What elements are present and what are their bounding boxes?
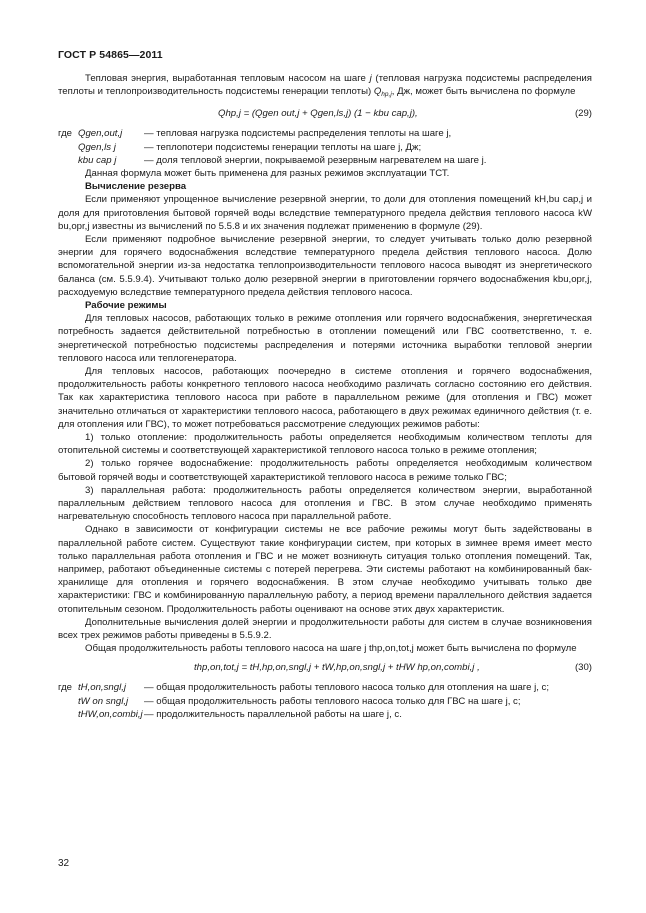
formula-29-expression: Qhp,j = (Qgen out,j + Qgen,ls,j) (1 − kbu cap,j), bbox=[218, 108, 418, 120]
intro-var-j: j bbox=[369, 73, 372, 84]
where-symbol: Qgen,out,j bbox=[78, 128, 123, 140]
formula-note: Данная формула может быть применена для разных режимов эксплуатации ТСТ. bbox=[85, 167, 450, 179]
heading-modes: Рабочие режимы bbox=[85, 300, 167, 311]
standard-header: ГОСТ Р 54865—2011 bbox=[58, 49, 163, 61]
intro-symbol: Q bbox=[373, 86, 382, 98]
backup-paragraph-2: Если применяют подробное вычисление резервной энергии, то следует учитывать только долю резервной энергии для горячего водоснабжения вследствие температурного предела действия теплового насоса. Долю вспомогательной энергии из-за недостатка теплопроизводительности теплового насоса выводят из энергетического баланса (см. 5.5.9.4). Учитывают только долю резервной энергии в приготовлении горячего водоснабжения kbu,opr,j, расходуемую вследствие температурного предела действия теплового насоса. bbox=[58, 233, 592, 298]
where-word: где bbox=[58, 128, 73, 140]
formula-30-expression: thp,on,tot,j = tH,hp,on,sngl,j + tW,hp,on,sngl,j + tHW hp,on,combi,j , bbox=[194, 662, 480, 674]
modes-paragraph-1: Для тепловых насосов, работающих только в режиме отопления или горячего водоснабжения, энергетическая потребность задается действительной потребностью в отоплении помещений или ГВС соответственно, т. е. энергетической потребностью подсистемы распределения и потерями источника выработки тепловой энергии теплового насоса или теплогенератора. bbox=[58, 313, 592, 364]
formula-29-number: (29) bbox=[574, 108, 592, 120]
where-row bbox=[58, 127, 592, 140]
where-symbol: tHW,on,combi,j bbox=[78, 708, 143, 720]
where-row bbox=[58, 154, 592, 167]
where-description: — доля тепловой энергии, покрываемой резервным нагревателем на шаге j. bbox=[144, 154, 487, 166]
where-description: — теплопотери подсистемы генерации теплоты на шаге j, Дж; bbox=[144, 141, 422, 153]
backup-paragraph-1: Если применяют упрощенное вычисление резервной энергии, то доли для отопления помещений kH,bu cap,j и доля для приготовления бытовой горячей воды вследствие температурного предела действия теплового насоса kW bu,opr,j известны из вычислений по 5.5.8 и их значения подлежат применению в формуле (29). bbox=[58, 194, 592, 232]
where-row bbox=[58, 695, 592, 708]
where-block-29 bbox=[58, 127, 592, 180]
modes-paragraph-2: Для тепловых насосов, работающих поочередно в системе отопления и горячего водоснабжения, продолжительность работы конкретного теплового насоса необходимо различать согласно состоянию его действия. Так как характеристика теплового насоса при работе в параллельном режиме (для отопления и ГВС) может значительно отличаться от характеристики теплового насоса, работающего в двух режимах единичного действия (т. е. для отопления или ГВС), то может потребоваться рассмотрение следующих режимов работы: bbox=[58, 366, 592, 430]
formula-30 bbox=[58, 655, 592, 681]
where-description: — тепловая нагрузка подсистемы распределения теплоты на шаге j, bbox=[144, 128, 452, 140]
modes-paragraph-3: Однако в зависимости от конфигурации системы не все рабочие режимы могут быть задействованы в параллельной работе систем. Существуют такие конфигурации систем, при которых в зимнее время имеет место только параллельная работа отопления и ГВС и не может возникнуть ситуация только отопления помещений. Так, например, работают объединенные системы с потерей перегрева. Эти системы работают на комбинированный бак-хранилище для отопления и горячего водоснабжения. В этом случае необходимо учитывать только две характеристики: ГВС и комбинированную параллельную работу, а период времени параллельного действия задается отопительным сезоном. Продолжительность работы оценивают на основе этих двух характеристик. bbox=[58, 524, 592, 615]
where-symbol: tW on sngl,j bbox=[78, 695, 129, 707]
page-number: 32 bbox=[58, 858, 70, 869]
intro-symbol-sub: hp,j bbox=[381, 91, 392, 99]
intro-paragraph bbox=[58, 72, 592, 101]
mode-list-item: 3) параллельная работа: продолжительность работы определяется количеством энергии, выработанной параллельным действием теплового насоса для отопления и ГВС. В этом случае необходимо применять нагревательную способность теплового насоса при параллельной работе. bbox=[58, 484, 592, 523]
intro-text-after: , Дж, может быть вычислена по формуле bbox=[391, 86, 576, 98]
where-row bbox=[58, 141, 592, 154]
formula-29 bbox=[58, 101, 592, 127]
where-description: — общая продолжительность работы теплового насоса только для ГВС на шаге j, с; bbox=[144, 695, 521, 707]
where-description: — общая продолжительность работы теплового насоса только для отопления на шаге j, с; bbox=[144, 682, 550, 694]
page-body bbox=[58, 72, 592, 721]
mode-list-item: 1) только отопление: продолжительность работы определяется необходимым количеством теплоты для отопительной системы и соответствующей характеристикой теплового насоса только в режиме отопления; bbox=[58, 432, 592, 457]
where-word: где bbox=[58, 682, 73, 694]
modes-paragraph-4: Дополнительные вычисления долей энергии и продолжительности работы для систем в случае возникновения всех трех режимов работы приведены в 5.5.9.2. bbox=[58, 616, 592, 642]
heading-backup: Вычисление резерва bbox=[85, 181, 187, 193]
formula-30-number: (30) bbox=[574, 662, 592, 674]
where-block-30 bbox=[58, 681, 592, 721]
mode-list-item: 2) только горячее водоснабжение: продолжительность работы определяется необходимым количеством бытовой горячей воды и соответствующей характеристикой теплового насоса в режиме только ГВС; bbox=[58, 458, 592, 483]
intro-text-middle: (тепловая нагрузка подсистемы распределения теплоты и теплопроизводительность подсистемы генерации теплоты) bbox=[58, 73, 592, 98]
where-symbol: kbu cap j bbox=[78, 154, 117, 166]
where-row bbox=[58, 681, 592, 694]
where-symbol: tH,on,sngl,j bbox=[78, 682, 126, 694]
where-description: — продолжительность параллельной работы на шаге j, с. bbox=[144, 708, 402, 720]
where-symbol: Qgen,ls j bbox=[78, 141, 116, 153]
intro-text-before: Тепловая энергия, выработанная тепловым насосом на шаге bbox=[85, 73, 370, 84]
modes-paragraph-5: Общая продолжительность работы теплового насоса на шаге j thp,on,tot,j может быть вычислена по формуле bbox=[85, 643, 577, 655]
where-row bbox=[58, 708, 592, 721]
